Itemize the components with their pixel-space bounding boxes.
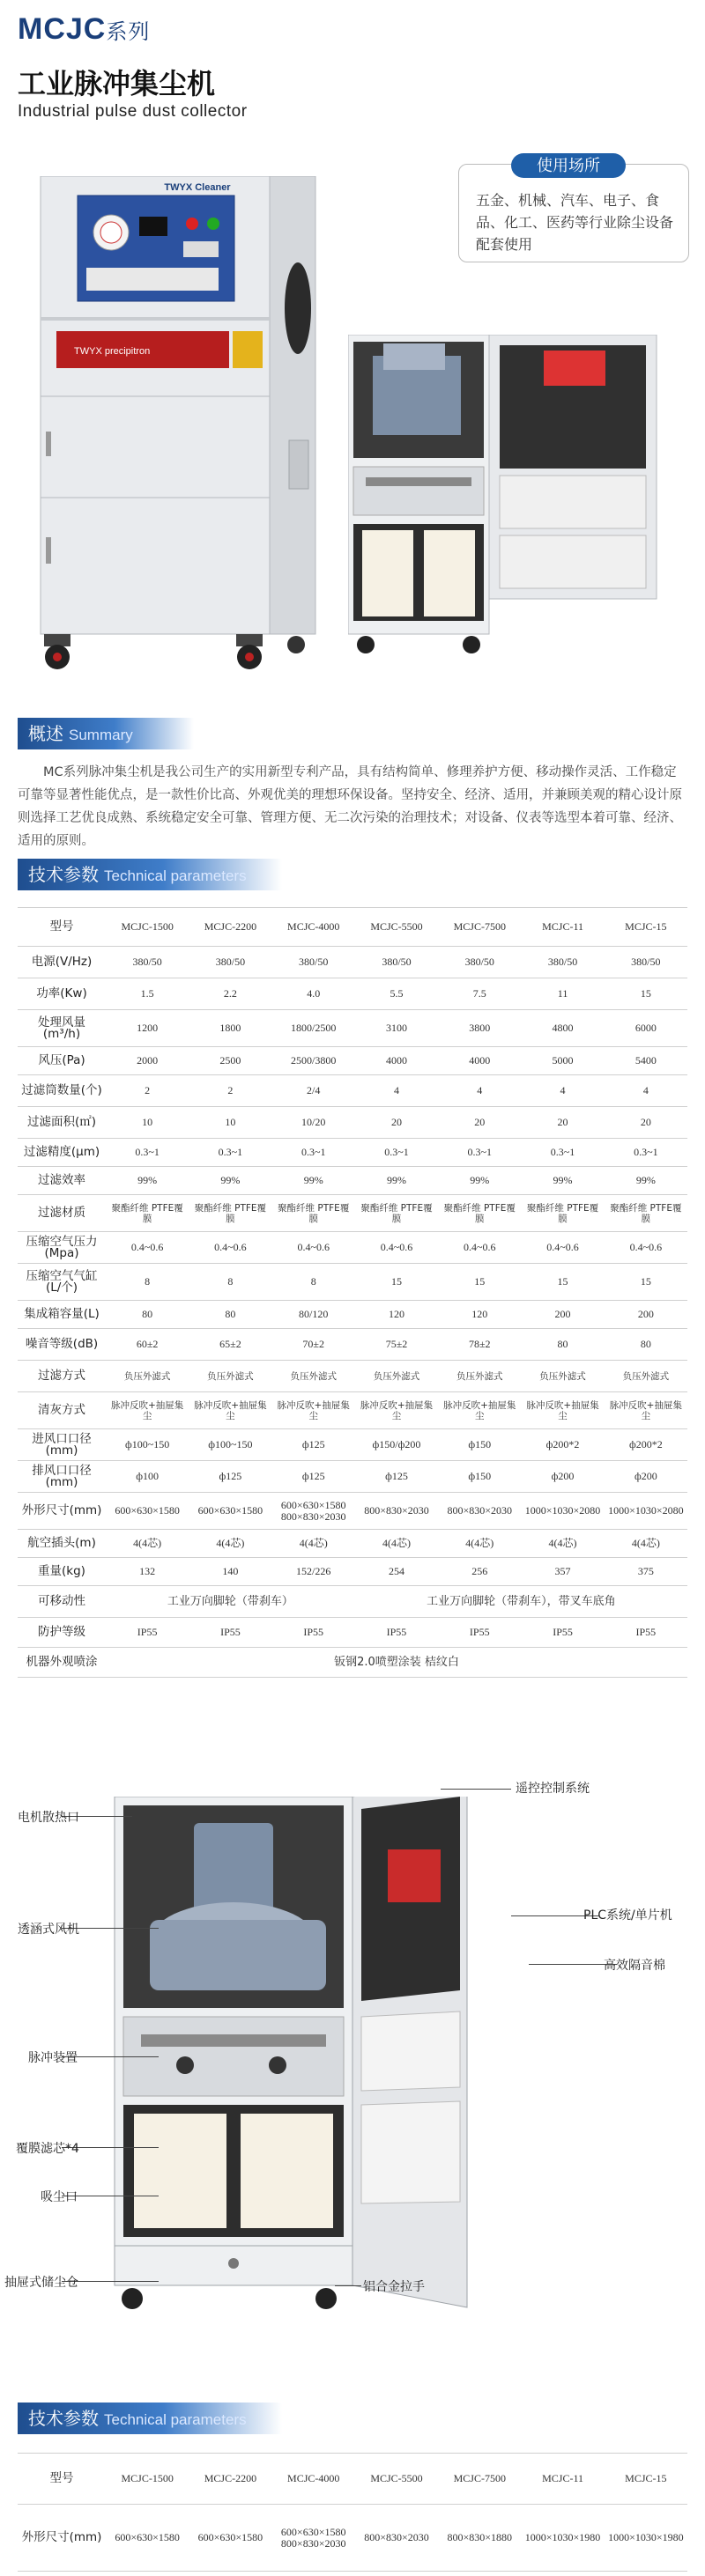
value-cell: 99% — [355, 1167, 438, 1195]
value-cell: ф150 — [438, 1461, 521, 1493]
value-cell: 380/50 — [605, 947, 687, 978]
value-cell: 0.4~0.6 — [272, 1232, 355, 1264]
model-header-cell: MCJC-7500 — [438, 2454, 521, 2505]
table-row — [18, 1232, 687, 1264]
row-label-cell: 压缩空气气缸(L/个) — [18, 1264, 106, 1301]
value-cell: 600×630×1580 — [189, 1493, 271, 1530]
coating-cell: 钣钢2.0喷塑涂装 桔纹白 — [106, 1648, 687, 1678]
value-cell: 99% — [521, 1167, 604, 1195]
table-row — [18, 1107, 687, 1139]
value-cell: 80 — [605, 1329, 687, 1361]
value-cell: 60±2 — [106, 1329, 189, 1361]
value-cell: 4 — [521, 1075, 604, 1107]
value-cell: 2000 — [106, 1047, 189, 1075]
row-label-cell: 处理风量(m³/h) — [18, 1010, 106, 1047]
machine-diagram — [97, 1797, 590, 2316]
model-header-cell: MCJC-5500 — [355, 908, 438, 947]
value-cell: 99% — [189, 1167, 271, 1195]
series-title: MCJC系列 — [18, 12, 151, 46]
value-cell: 99% — [438, 1167, 521, 1195]
value-cell: 4 — [605, 1075, 687, 1107]
value-cell: 2.2 — [189, 978, 271, 1010]
table-row — [18, 1047, 687, 1075]
value-cell: IP55 — [189, 1618, 271, 1648]
model-header-cell: MCJC-11 — [521, 2454, 604, 2505]
value-cell: ф200*2 — [521, 1429, 604, 1461]
value-cell: 11 — [521, 978, 604, 1010]
value-cell: 0.4~0.6 — [521, 1232, 604, 1264]
table-row — [18, 1461, 687, 1493]
summary-title-en: Summary — [69, 727, 133, 743]
params2-title-cn: 技术参数 — [28, 2408, 99, 2429]
value-cell: ф100~150 — [189, 1429, 271, 1461]
table-row — [18, 2505, 687, 2572]
table-row — [18, 1167, 687, 1195]
value-cell: 132 — [106, 1558, 189, 1586]
value-cell: 1.5 — [106, 978, 189, 1010]
value-cell: IP55 — [355, 1618, 438, 1648]
value-cell: 脉冲反吹+抽屉集尘 — [106, 1392, 189, 1429]
value-cell: 380/50 — [189, 947, 271, 978]
row-label-cell: 过滤精度(μm) — [18, 1139, 106, 1167]
summary-header — [18, 718, 194, 749]
value-cell: 8 — [106, 1264, 189, 1301]
value-cell: 256 — [438, 1558, 521, 1586]
value-cell: IP55 — [106, 1618, 189, 1648]
model-header-cell: MCJC-5500 — [355, 2454, 438, 2505]
value-cell: 负压外滤式 — [438, 1361, 521, 1392]
usage-text: 五金、机械、汽车、电子、食品、化工、医药等行业除尘设备配套使用 — [476, 192, 674, 253]
value-cell: 0.4~0.6 — [605, 1232, 687, 1264]
value-cell: 65±2 — [189, 1329, 271, 1361]
value-cell: 0.3~1 — [355, 1139, 438, 1167]
label-filter: 覆膜滤芯*4 — [16, 2142, 79, 2156]
value-cell: 0.4~0.6 — [106, 1232, 189, 1264]
row-label-cell: 压缩空气压力(Mpa) — [18, 1232, 106, 1264]
protection-row — [18, 1618, 687, 1648]
value-cell: 聚酯纤维 PTFE覆膜 — [521, 1195, 604, 1232]
model-header-cell: MCJC-4000 — [272, 2454, 355, 2505]
value-cell: 1800 — [189, 1010, 271, 1047]
value-cell: 3100 — [355, 1010, 438, 1047]
value-cell: 7.5 — [438, 978, 521, 1010]
table-row — [18, 1493, 687, 1530]
machine-open-illustration — [348, 335, 665, 665]
value-cell: 600×630×1580 — [106, 2505, 189, 2572]
value-cell: 99% — [605, 1167, 687, 1195]
value-cell: 120 — [355, 1301, 438, 1329]
value-cell: 0.4~0.6 — [438, 1232, 521, 1264]
value-cell: 75±2 — [355, 1329, 438, 1361]
value-cell: 20 — [438, 1107, 521, 1139]
table-header-row — [18, 908, 687, 947]
leader-line — [441, 1789, 511, 1790]
coating-row — [18, 1648, 687, 1678]
value-cell: 380/50 — [521, 947, 604, 978]
model-header-cell: MCJC-2200 — [189, 2454, 271, 2505]
row-label-cell: 过滤效率 — [18, 1167, 106, 1195]
table-row — [18, 1075, 687, 1107]
value-cell: 4(4芯) — [272, 1530, 355, 1558]
value-cell: 15 — [521, 1264, 604, 1301]
value-cell: 1000×1030×2080 — [521, 1493, 604, 1530]
value-cell: 5000 — [521, 1047, 604, 1075]
value-cell: 200 — [521, 1301, 604, 1329]
value-cell: 负压外滤式 — [106, 1361, 189, 1392]
value-cell: IP55 — [521, 1618, 604, 1648]
value-cell: 负压外滤式 — [272, 1361, 355, 1392]
model-header-cell: MCJC-15 — [605, 2454, 687, 2505]
row-label-cell: 进风口口径(mm) — [18, 1429, 106, 1461]
product-title-cn: 工业脉冲集尘机 — [18, 67, 216, 100]
value-cell: 4000 — [355, 1047, 438, 1075]
value-cell: IP55 — [438, 1618, 521, 1648]
value-cell: ф150/ф200 — [355, 1429, 438, 1461]
header-label-cell: 型号 — [18, 2454, 106, 2505]
series-suffix: 系列 — [106, 20, 151, 44]
value-cell: 800×830×2030 — [355, 2505, 438, 2572]
summary-title-cn: 概述 — [28, 723, 63, 744]
value-cell: 6000 — [605, 1010, 687, 1047]
value-cell: 375 — [605, 1558, 687, 1586]
value-cell: ф125 — [355, 1461, 438, 1493]
label-foam: 高效隔音棉 — [604, 1959, 665, 1973]
params2-title-en: Technical parameters — [104, 2411, 247, 2428]
label-pulse: 脉冲装置 — [28, 2051, 78, 2065]
value-cell: 99% — [106, 1167, 189, 1195]
value-cell: 5400 — [605, 1047, 687, 1075]
value-cell: 15 — [438, 1264, 521, 1301]
value-cell: 800×830×2030 — [438, 1493, 521, 1530]
row-label-cell: 过滤方式 — [18, 1361, 106, 1392]
value-cell: 600×630×1580 800×830×2030 — [272, 1493, 355, 1530]
value-cell: 4(4芯) — [106, 1530, 189, 1558]
value-cell: 4(4芯) — [355, 1530, 438, 1558]
model-header-cell: MCJC-15 — [605, 908, 687, 947]
model-header-cell: MCJC-1500 — [106, 2454, 189, 2505]
spec-table — [18, 907, 687, 1678]
table-row — [18, 1392, 687, 1429]
table-row — [18, 1010, 687, 1047]
value-cell: 10 — [189, 1107, 271, 1139]
value-cell: 380/50 — [106, 947, 189, 978]
value-cell: 600×630×1580 800×830×2030 — [272, 2505, 355, 2572]
row-label-cell: 排风口口径(mm) — [18, 1461, 106, 1493]
value-cell: 15 — [605, 1264, 687, 1301]
value-cell: 8 — [272, 1264, 355, 1301]
spec-table-2 — [18, 2453, 687, 2572]
row-label-cell: 清灰方式 — [18, 1392, 106, 1429]
value-cell: ф125 — [272, 1461, 355, 1493]
value-cell: 4(4芯) — [605, 1530, 687, 1558]
value-cell: 2 — [106, 1075, 189, 1107]
value-cell: 800×830×1880 — [438, 2505, 521, 2572]
value-cell: 脉冲反吹+抽屉集尘 — [521, 1392, 604, 1429]
value-cell: 380/50 — [355, 947, 438, 978]
row-label-cell: 重量(kg) — [18, 1558, 106, 1586]
value-cell: ф200 — [521, 1461, 604, 1493]
value-cell: 2500 — [189, 1047, 271, 1075]
value-cell: 600×630×1580 — [106, 1493, 189, 1530]
value-cell: ф200*2 — [605, 1429, 687, 1461]
value-cell: 254 — [355, 1558, 438, 1586]
value-cell: 聚酯纤维 PTFE覆膜 — [605, 1195, 687, 1232]
mobility-b-cell: 工业万向脚轮（带刹车），带叉车底角 — [355, 1586, 687, 1618]
table-row — [18, 1361, 687, 1392]
model-header-cell: MCJC-11 — [521, 908, 604, 947]
value-cell: 1000×1030×2080 — [605, 1493, 687, 1530]
row-label-cell: 过滤材质 — [18, 1195, 106, 1232]
label-motor-vent: 电机散热口 — [18, 1811, 79, 1825]
label-remote: 遥控控制系统 — [516, 1782, 590, 1796]
value-cell: 1000×1030×1980 — [605, 2505, 687, 2572]
header-label-cell: 型号 — [18, 908, 106, 947]
params-title-en: Technical parameters — [104, 867, 247, 884]
usage-badge: 使用场所 — [511, 153, 626, 178]
table-row — [18, 1264, 687, 1301]
label-fan: 透涵式风机 — [18, 1923, 79, 1937]
product-title-en: Industrial pulse dust collector — [18, 102, 248, 121]
value-cell: 4000 — [438, 1047, 521, 1075]
value-cell: 1200 — [106, 1010, 189, 1047]
label-dust-port: 吸尘口 — [41, 2190, 78, 2204]
value-cell: 聚酯纤维 PTFE覆膜 — [189, 1195, 271, 1232]
value-cell: 357 — [521, 1558, 604, 1586]
row-label-cell: 电源(V/Hz) — [18, 947, 106, 978]
panel-label: TWYX precipitron — [74, 346, 151, 357]
value-cell: 800×830×2030 — [355, 1493, 438, 1530]
leader-line — [335, 2285, 361, 2286]
value-cell: ф100~150 — [106, 1429, 189, 1461]
value-cell: 0.3~1 — [605, 1139, 687, 1167]
model-header-cell: MCJC-4000 — [272, 908, 355, 947]
value-cell: 0.3~1 — [272, 1139, 355, 1167]
table-row — [18, 1429, 687, 1461]
value-cell: 0.4~0.6 — [189, 1232, 271, 1264]
value-cell: 20 — [521, 1107, 604, 1139]
model-header-cell: MCJC-1500 — [106, 908, 189, 947]
value-cell: 10/20 — [272, 1107, 355, 1139]
label-drawer: 抽屉式储尘仓 — [4, 2276, 78, 2290]
value-cell: 4 — [355, 1075, 438, 1107]
value-cell: 脉冲反吹+抽屉集尘 — [438, 1392, 521, 1429]
row-label-cell: 过滤筒数量(个) — [18, 1075, 106, 1107]
value-cell: 脉冲反吹+抽屉集尘 — [605, 1392, 687, 1429]
value-cell: 15 — [355, 1264, 438, 1301]
value-cell: 4(4芯) — [438, 1530, 521, 1558]
value-cell: 120 — [438, 1301, 521, 1329]
value-cell: 20 — [605, 1107, 687, 1139]
value-cell: 聚酯纤维 PTFE覆膜 — [438, 1195, 521, 1232]
value-cell: 600×630×1580 — [189, 2505, 271, 2572]
value-cell: 负压外滤式 — [189, 1361, 271, 1392]
table-row — [18, 978, 687, 1010]
value-cell: 5.5 — [355, 978, 438, 1010]
row-label-cell: 外形尺寸(mm) — [18, 1493, 106, 1530]
value-cell: ф100 — [106, 1461, 189, 1493]
value-cell: 70±2 — [272, 1329, 355, 1361]
value-cell: 200 — [605, 1301, 687, 1329]
value-cell: 3800 — [438, 1010, 521, 1047]
value-cell: 4 — [438, 1075, 521, 1107]
value-cell: 脉冲反吹+抽屉集尘 — [189, 1392, 271, 1429]
value-cell: 380/50 — [272, 947, 355, 978]
value-cell: 聚酯纤维 PTFE覆膜 — [272, 1195, 355, 1232]
table-row — [18, 1558, 687, 1586]
value-cell: 80/120 — [272, 1301, 355, 1329]
value-cell: ф150 — [438, 1429, 521, 1461]
mobility-a-cell: 工业万向脚轮（带刹车） — [106, 1586, 355, 1618]
value-cell: 99% — [272, 1167, 355, 1195]
value-cell: 80 — [106, 1301, 189, 1329]
row-label-cell: 集成箱容量(L) — [18, 1301, 106, 1329]
row-label-cell: 风压(Pa) — [18, 1047, 106, 1075]
params-header — [18, 859, 282, 890]
mobility-row — [18, 1586, 687, 1618]
value-cell: 8 — [189, 1264, 271, 1301]
row-label-cell: 机器外观喷涂 — [18, 1648, 106, 1678]
value-cell: 负压外滤式 — [355, 1361, 438, 1392]
table-row — [18, 1329, 687, 1361]
summary-text: MC系列脉冲集尘机是我公司生产的实用新型专利产品，具有结构简单、修理养护方便、移动操作灵活、工作稳定可靠等显著性能优点，是一款性价比高、外观优美的理想环保设备。坚持安全、经济、适用，并兼顾美观的精心设计原则选择工艺优良成熟、系统稳定安全可靠、管理方便、无二次污染的治理技术；对设备、仪表等选型本着可靠、经济、适用的原则。 — [18, 765, 682, 848]
value-cell: 140 — [189, 1558, 271, 1586]
value-cell: 聚酯纤维 PTFE覆膜 — [106, 1195, 189, 1232]
value-cell: 0.3~1 — [189, 1139, 271, 1167]
row-label-cell: 防护等级 — [18, 1618, 106, 1648]
table-row — [18, 1301, 687, 1329]
value-cell: 脉冲反吹+抽屉集尘 — [355, 1392, 438, 1429]
value-cell: 4(4芯) — [521, 1530, 604, 1558]
value-cell: ф200 — [605, 1461, 687, 1493]
model-header-cell: MCJC-7500 — [438, 908, 521, 947]
value-cell: IP55 — [272, 1618, 355, 1648]
value-cell: 4800 — [521, 1010, 604, 1047]
table-row — [18, 947, 687, 978]
value-cell: 0.3~1 — [106, 1139, 189, 1167]
machine-closed-illustration — [33, 176, 324, 678]
value-cell: 152/226 — [272, 1558, 355, 1586]
value-cell: 4(4芯) — [189, 1530, 271, 1558]
row-label-cell: 过滤面积(㎡) — [18, 1107, 106, 1139]
value-cell: 负压外滤式 — [605, 1361, 687, 1392]
value-cell: 0.4~0.6 — [355, 1232, 438, 1264]
row-label-cell: 航空插头(m) — [18, 1530, 106, 1558]
value-cell: 0.3~1 — [521, 1139, 604, 1167]
params2-header — [18, 2403, 282, 2434]
table-row — [18, 1195, 687, 1232]
value-cell: 0.3~1 — [438, 1139, 521, 1167]
value-cell: 2500/3800 — [272, 1047, 355, 1075]
value-cell: 2 — [189, 1075, 271, 1107]
value-cell: 负压外滤式 — [521, 1361, 604, 1392]
label-handle: 铝合金拉手 — [363, 2280, 425, 2294]
row-label-cell: 外形尺寸(mm) — [18, 2505, 106, 2572]
table-header-row — [18, 2454, 687, 2505]
value-cell: 78±2 — [438, 1329, 521, 1361]
value-cell: 80 — [189, 1301, 271, 1329]
table-row — [18, 1530, 687, 1558]
value-cell: 10 — [106, 1107, 189, 1139]
params-title-cn: 技术参数 — [28, 864, 99, 885]
brand-label: TWYX Cleaner — [164, 182, 231, 193]
value-cell: 1000×1030×1980 — [521, 2505, 604, 2572]
value-cell: IP55 — [605, 1618, 687, 1648]
value-cell: ф125 — [272, 1429, 355, 1461]
table-row — [18, 1139, 687, 1167]
value-cell: 80 — [521, 1329, 604, 1361]
label-plc: PLC系统/单片机 — [583, 1908, 672, 1923]
value-cell: ф125 — [189, 1461, 271, 1493]
value-cell: 15 — [605, 978, 687, 1010]
value-cell: 4.0 — [272, 978, 355, 1010]
value-cell: 380/50 — [438, 947, 521, 978]
value-cell: 20 — [355, 1107, 438, 1139]
row-label-cell: 可移动性 — [18, 1586, 106, 1618]
value-cell: 2/4 — [272, 1075, 355, 1107]
row-label-cell: 噪音等级(dB) — [18, 1329, 106, 1361]
value-cell: 聚酯纤维 PTFE覆膜 — [355, 1195, 438, 1232]
value-cell: 1800/2500 — [272, 1010, 355, 1047]
model-header-cell: MCJC-2200 — [189, 908, 271, 947]
value-cell: 脉冲反吹+抽屉集尘 — [272, 1392, 355, 1429]
row-label-cell: 功率(Kw) — [18, 978, 106, 1010]
